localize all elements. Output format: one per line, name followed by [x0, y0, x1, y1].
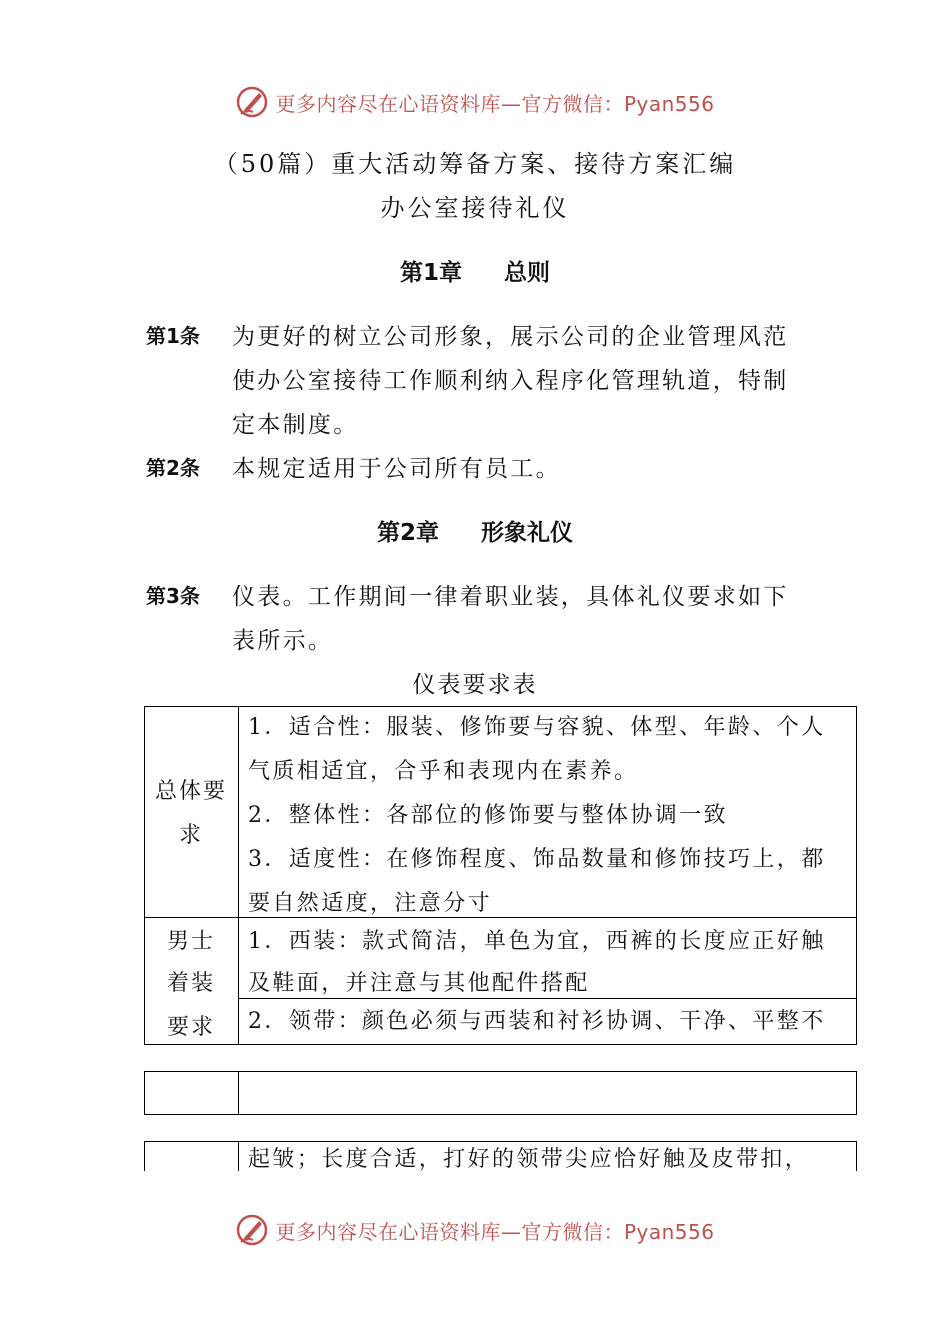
- continuation-line: 起皱；长度合适，打好的领带尖应恰好触及皮带扣，: [248, 1147, 810, 1172]
- row-2-item-2-line-1: 2．领带：颜色必须与西装和衬衫协调、干净、平整不: [248, 1009, 826, 1034]
- row-2-head-line-3: 要求: [166, 1015, 215, 1040]
- row-1-line-5: 要自然适度，注意分寸: [248, 891, 493, 916]
- empty-box-divider: [238, 1071, 239, 1115]
- empty-table-box: [144, 1071, 857, 1115]
- article-1-line-3: 定本制度。: [232, 412, 359, 438]
- table-caption: 仪表要求表: [412, 672, 538, 698]
- article-3-line-1: 仪表。工作期间一律着职业装，具体礼仪要求如下: [232, 584, 789, 610]
- row-2-head-line-1: 男士: [166, 929, 215, 954]
- row-1-line-3: 2．整体性：各部位的修饰要与整体协调一致: [248, 803, 728, 828]
- chapter-2-heading: [0, 514, 950, 547]
- row-1-line-2: 气质相适宜，合乎和表现内在素养。: [248, 759, 639, 784]
- row-1-head-line-1: 总体要: [154, 779, 227, 804]
- watermark-top: [0, 82, 950, 122]
- continuation-divider: [238, 1141, 239, 1171]
- watermark-text: 更多内容尽在心语资料库—官方微信：Pyan556: [275, 91, 715, 116]
- article-1-line-2: 使办公室接待工作顺利纳入程序化管理轨道，特制: [232, 368, 789, 394]
- document-title: （50篇）重大活动筹备方案、接待方案汇编: [213, 150, 737, 178]
- chapter-2-name: 形象礼仪: [481, 520, 573, 546]
- chapter-1-heading: [0, 254, 950, 287]
- row-2-item-1-line-2: 及鞋面，并注意与其他配件搭配: [248, 971, 590, 996]
- chapter-1-number: 第1章: [399, 260, 462, 286]
- chapter-1-name: 总则: [504, 260, 550, 286]
- article-2-label: 第2条: [146, 456, 200, 480]
- row-1-head-line-2: 求: [178, 823, 203, 848]
- chapter-2-number: 第2章: [376, 520, 439, 546]
- article-1-label: 第1条: [146, 324, 200, 348]
- article-2-line-1: 本规定适用于公司所有员工。: [232, 456, 561, 482]
- row-1-line-4: 3．适度性：在修饰程度、饰品数量和修饰技巧上，都: [248, 847, 826, 872]
- table-column-divider: [238, 706, 239, 1045]
- row-2-head-line-2: 着装: [166, 971, 215, 996]
- table-subrow-divider: [238, 998, 857, 999]
- table-row-divider: [144, 917, 857, 918]
- article-3-line-2: 表所示。: [232, 628, 334, 654]
- pen-logo-icon: [235, 85, 269, 119]
- article-1-line-1: 为更好的树立公司形象，展示公司的企业管理风范: [232, 324, 789, 350]
- article-3-label: 第3条: [146, 584, 200, 608]
- watermark-text: 更多内容尽在心语资料库—官方微信：Pyan556: [275, 1219, 715, 1244]
- row-1-line-1: 1．适合性：服装、修饰要与容貌、体型、年龄、个人: [248, 715, 826, 740]
- watermark-bottom: [0, 1210, 950, 1250]
- row-2-item-1-line-1: 1．西装：款式简洁，单色为宜，西裤的长度应正好触: [248, 929, 826, 954]
- document-subtitle: 办公室接待礼仪: [380, 194, 570, 222]
- pen-logo-icon: [235, 1213, 269, 1247]
